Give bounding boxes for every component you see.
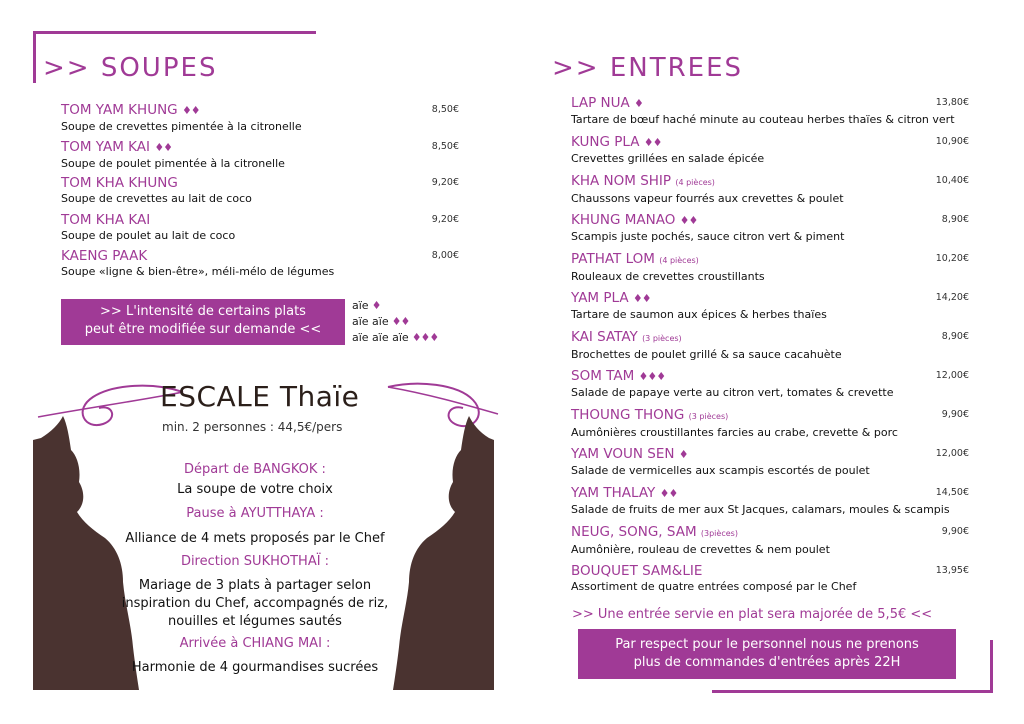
menu-item-name: KUNG PLA ♦♦ bbox=[571, 134, 662, 150]
menu-item-description: Soupe de poulet au lait de coco bbox=[61, 228, 236, 242]
chili-diamond-icon: ♦♦ bbox=[154, 140, 173, 154]
menu-item-price: 8,50€ bbox=[431, 140, 459, 152]
chili-diamond-icon: ♦♦♦ bbox=[638, 370, 666, 383]
menu-item bbox=[571, 290, 969, 322]
last-order-line1: Par respect pour le personnel nous ne prenons bbox=[615, 637, 919, 652]
menu-item bbox=[571, 251, 969, 284]
menu-item-name: TOM KHA KHUNG bbox=[61, 175, 178, 191]
menu-item-price: 10,20€ bbox=[935, 253, 969, 264]
menu-item-name: PATHAT LOM (4 pièces) bbox=[571, 251, 699, 267]
menu-item-description: Tartare de bœuf haché minute au couteau herbes thaïes & citron vert bbox=[571, 113, 955, 126]
entrees-title: >> ENTREES bbox=[552, 53, 744, 83]
chili-diamond-icon: ♦♦♦ bbox=[411, 331, 439, 344]
menu-item-name: THOUNG THONG (3 pièces) bbox=[571, 407, 729, 423]
menu-item-description: Salade de fruits de mer aux St Jacques, calamars, moules & scampis bbox=[571, 503, 950, 516]
menu-item-price: 14,50€ bbox=[935, 487, 969, 498]
intensity-note-line2: peut être modifiée sur demande << bbox=[84, 322, 322, 337]
menu-item bbox=[571, 329, 969, 362]
chili-diamond-icon: ♦♦ bbox=[632, 292, 651, 305]
menu-item bbox=[571, 446, 969, 478]
menu-item bbox=[571, 524, 969, 557]
last-order-notice bbox=[578, 629, 956, 679]
menu-item bbox=[571, 212, 969, 244]
escale-step-text: Alliance de 4 mets proposés par le Chef bbox=[125, 531, 385, 546]
spice-legend bbox=[352, 298, 438, 346]
menu-item-name: KAENG PAAK bbox=[61, 248, 148, 264]
menu-item-description: Salade de papaye verte au citron vert, tomates & crevette bbox=[571, 386, 894, 399]
menu-item-price: 12,00€ bbox=[935, 370, 969, 381]
legend-row-3: aïe aïe aïe ♦♦♦ bbox=[352, 331, 439, 344]
chili-diamond-icon: ♦♦ bbox=[643, 136, 662, 149]
menu-item-pieces: (4 pièces) bbox=[659, 256, 699, 265]
menu-item-description: Tartare de saumon aux épices & herbes thaïes bbox=[571, 308, 827, 321]
menu-item bbox=[571, 563, 969, 594]
menu-item bbox=[571, 173, 969, 206]
menu-item-pieces: (4 pièces) bbox=[675, 178, 715, 187]
escale-step-2 bbox=[95, 505, 415, 547]
menu-item-price: 13,80€ bbox=[935, 97, 969, 108]
chili-diamond-icon: ♦♦ bbox=[679, 214, 698, 227]
menu-item bbox=[61, 212, 459, 243]
menu-item-name: KAI SATAY (3 pièces) bbox=[571, 329, 682, 345]
menu-item-description: Soupe de crevettes pimentée à la citronelle bbox=[61, 120, 302, 133]
menu-item-price: 9,20€ bbox=[431, 213, 459, 225]
chili-diamond-icon: ♦♦ bbox=[391, 315, 410, 328]
menu-item-price: 13,95€ bbox=[935, 565, 969, 576]
menu-item-price: 8,00€ bbox=[431, 250, 459, 261]
last-order-line2: plus de commandes d'entrées après 22H bbox=[633, 655, 901, 670]
escale-min-persons: min. 2 personnes : 44,5€/pers bbox=[162, 420, 343, 434]
soupes-title: >> SOUPES bbox=[43, 53, 218, 83]
frame-bottom-right bbox=[712, 690, 993, 693]
menu-item-pieces: (3pièces) bbox=[700, 529, 738, 538]
escale-step-text: Harmonie de 4 gourmandises sucrées bbox=[131, 660, 379, 675]
menu-item bbox=[571, 95, 969, 127]
frame-left-vertical bbox=[33, 31, 36, 83]
menu-item bbox=[571, 368, 969, 400]
menu-item bbox=[571, 134, 969, 166]
menu-item-description: Chaussons vapeur fourrés aux crevettes & poulet bbox=[571, 192, 844, 205]
menu-item-description: Soupe de poulet pimentée à la citronelle bbox=[61, 156, 285, 170]
menu-item bbox=[571, 485, 969, 517]
chili-diamond-icon: ♦ bbox=[371, 299, 381, 312]
menu-item-description: Aumônières croustillantes farcies au crabe, crevette & porc bbox=[571, 426, 898, 439]
menu-item-name: TOM YAM KAI ♦♦ bbox=[61, 138, 173, 155]
escale-step-4 bbox=[95, 635, 415, 676]
menu-item-name: YAM THALAY ♦♦ bbox=[571, 485, 678, 501]
menu-item bbox=[61, 175, 459, 206]
menu-item-price: 10,90€ bbox=[935, 136, 969, 147]
escale-step-head: Pause à AYUTTHAYA : bbox=[186, 506, 324, 521]
menu-item bbox=[61, 139, 459, 171]
chili-diamond-icon: ♦ bbox=[634, 97, 643, 110]
escale-step-1 bbox=[95, 461, 415, 498]
legend-row-2: aïe aïe ♦♦ bbox=[352, 315, 410, 328]
menu-item-name: LAP NUA ♦ bbox=[571, 95, 643, 111]
menu-item-pieces: (3 pièces) bbox=[688, 412, 729, 421]
menu-item-name: YAM PLA ♦♦ bbox=[571, 290, 651, 306]
menu-item-price: 8,90€ bbox=[941, 331, 969, 342]
chili-diamond-icon: ♦♦ bbox=[181, 104, 200, 117]
menu-item-description: Crevettes grillées en salade épicée bbox=[571, 152, 765, 165]
menu-item-description: Scampis juste pochés, sauce citron vert & piment bbox=[571, 230, 845, 243]
menu-item-price: 8,90€ bbox=[941, 214, 969, 225]
escale-step-head: Arrivée à CHIANG MAI : bbox=[179, 636, 331, 651]
frame-top-left bbox=[33, 31, 316, 34]
escale-step-text: Mariage de 3 plats à partager selon inspiration du Chef, accompagnés de riz, nouilles et légumes sautés bbox=[121, 578, 389, 629]
menu-item-description: Assortiment de quatre entrées composé par le Chef bbox=[571, 580, 857, 593]
menu-item-name: KHA NOM SHIP (4 pièces) bbox=[571, 173, 715, 189]
menu-item-description: Rouleaux de crevettes croustillants bbox=[571, 270, 765, 283]
menu-item-price: 9,20€ bbox=[431, 177, 459, 188]
menu-item bbox=[61, 102, 459, 134]
menu-item-price: 14,20€ bbox=[935, 292, 969, 303]
menu-item-name: SOM TAM ♦♦♦ bbox=[571, 368, 666, 384]
menu-item-description: Brochettes de poulet grillé & sa sauce cacahuète bbox=[571, 348, 842, 361]
intensity-note bbox=[61, 299, 345, 345]
menu-item-name: KHUNG MANAO ♦♦ bbox=[571, 212, 698, 228]
menu-item-description: Soupe «ligne & bien-être», méli-mélo de légumes bbox=[61, 265, 335, 278]
menu-item-name: NEUG, SONG, SAM (3pièces) bbox=[571, 524, 738, 540]
menu-item-name: TOM KHA KAI bbox=[61, 211, 151, 228]
menu-item-name: YAM VOUN SEN ♦ bbox=[571, 446, 688, 462]
escale-step-text: La soupe de votre choix bbox=[177, 482, 333, 497]
menu-item-pieces: (3 pièces) bbox=[642, 334, 682, 343]
intensity-note-line1: >> L'intensité de certains plats bbox=[100, 304, 306, 319]
menu-item bbox=[571, 407, 969, 440]
escale-title: ESCALE Thaïe bbox=[160, 380, 360, 413]
menu-item bbox=[61, 248, 459, 279]
menu-item-price: 8,50€ bbox=[431, 104, 459, 115]
escale-step-head: Départ de BANGKOK : bbox=[184, 462, 326, 477]
chili-diamond-icon: ♦ bbox=[678, 448, 688, 461]
menu-item-price: 10,40€ bbox=[935, 175, 969, 186]
escale-step-head: Direction SUKHOTHAÏ : bbox=[180, 554, 330, 569]
menu-item-description: Aumônière, rouleau de crevettes & nem poulet bbox=[571, 543, 830, 556]
frame-right-vertical bbox=[990, 640, 993, 693]
menu-item-price: 9,90€ bbox=[941, 526, 969, 537]
menu-item-name: TOM YAM KHUNG ♦♦ bbox=[61, 102, 200, 118]
chili-diamond-icon: ♦♦ bbox=[659, 487, 678, 500]
menu-item-price: 9,90€ bbox=[941, 409, 969, 420]
escale-step-3 bbox=[110, 553, 400, 631]
menu-item-price: 12,00€ bbox=[935, 448, 969, 459]
entree-as-main-note: >> Une entrée servie en plat sera majorée de 5,5€ << bbox=[572, 607, 933, 622]
menu-item-description: Soupe de crevettes au lait de coco bbox=[61, 192, 252, 205]
legend-row-1: aïe ♦ bbox=[352, 299, 381, 312]
menu-item-name: BOUQUET SAM&LIE bbox=[571, 563, 703, 579]
menu-item-description: Salade de vermicelles aux scampis escortés de poulet bbox=[571, 464, 870, 477]
